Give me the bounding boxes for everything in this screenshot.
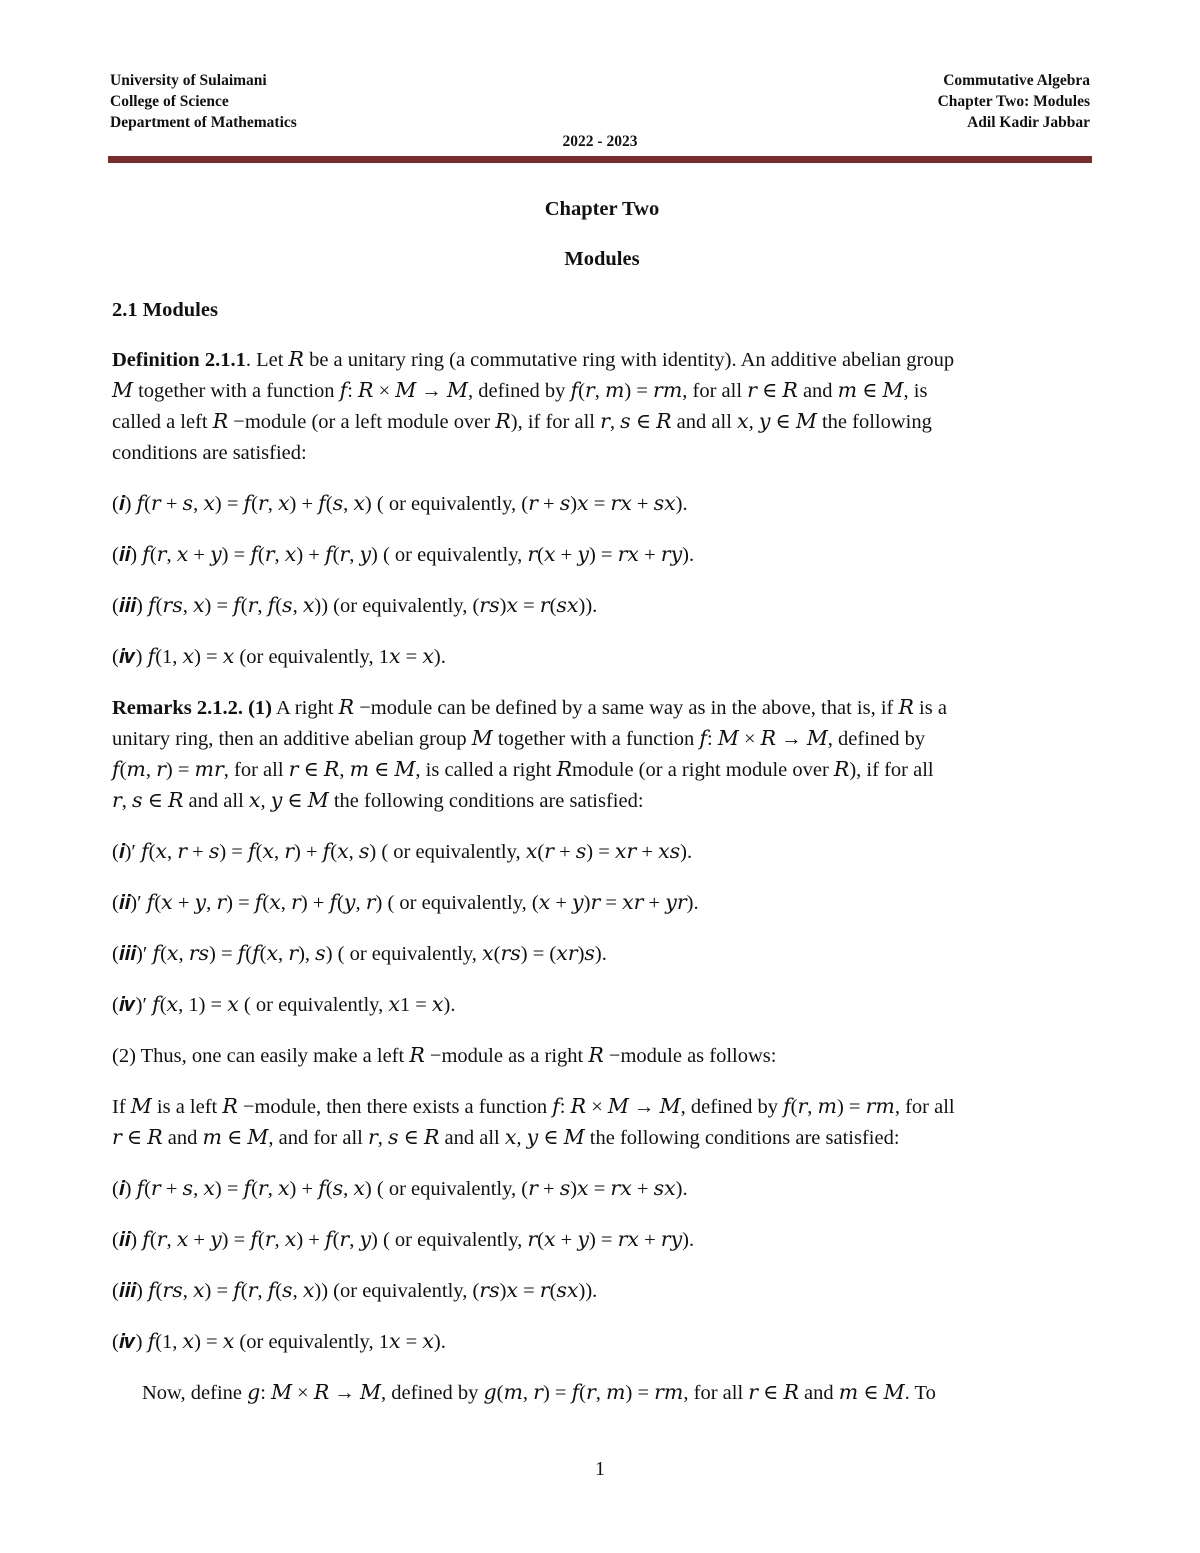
chapter-title: Chapter Two xyxy=(544,198,660,220)
remarks-line: unitary ring, then an additive abelian group 𝑀 together with a function 𝑓: 𝑀 × 𝑅 → 𝑀, defined by xyxy=(112,728,926,750)
if-line: If 𝑀 is a left 𝑅 −module, then there exists a function 𝑓: 𝑅 × 𝑀 → 𝑀, defined by 𝑓(𝑟, 𝑚) = 𝑟𝑚, for all xyxy=(112,1096,955,1118)
header-left xyxy=(110,70,297,133)
if-paragraph xyxy=(112,1092,1092,1154)
definition-line: conditions are satisfied: xyxy=(112,442,307,464)
remarks-label: Remarks 2.1.2 xyxy=(112,697,238,719)
definition-line: 𝑀 together with a function 𝑓: 𝑅 × 𝑀 → 𝑀, defined by 𝑓(𝑟, 𝑚) = 𝑟𝑚, for all 𝑟 ∈ 𝑅 and 𝑚 ∈ 𝑀, is xyxy=(112,380,928,402)
condition-i-repeat: (𝒊) 𝑓(𝑟 + 𝑠, 𝑥) = 𝑓(𝑟, 𝑥) + 𝑓(𝑠, 𝑥) ( or equivalently, (𝑟 + 𝑠)𝑥 = 𝑟𝑥 + 𝑠𝑥). xyxy=(112,1178,688,1200)
definition-block xyxy=(112,345,1092,469)
condition-iv: (𝒊𝒗) 𝑓(1, 𝑥) = 𝑥 (or equivalently, 1𝑥 = 𝑥). xyxy=(112,646,446,668)
header-course: Commutative Algebra xyxy=(943,72,1090,89)
remarks-item-1: (1) xyxy=(248,697,272,719)
condition-ii-prime: (𝒊𝒊)′ 𝑓(𝑥 + 𝑦, 𝑟) = 𝑓(𝑥, 𝑟) + 𝑓(𝑦, 𝑟) ( or equivalently, (𝑥 + 𝑦)𝑟 = 𝑥𝑟 + 𝑦𝑟). xyxy=(112,892,699,914)
condition-iii-repeat: (𝒊𝒊𝒊) 𝑓(𝑟𝑠, 𝑥) = 𝑓(𝑟, 𝑓(𝑠, 𝑥)) (or equivalently, (𝑟𝑠)𝑥 = 𝑟(𝑠𝑥)). xyxy=(112,1280,598,1302)
header-chapter: Chapter Two: Modules xyxy=(937,93,1090,110)
remarks-block xyxy=(112,693,1092,817)
header-year: 2022 - 2023 xyxy=(562,133,638,150)
header-divider xyxy=(108,156,1092,163)
remarks-line: 𝑟, 𝑠 ∈ 𝑅 and all 𝑥, 𝑦 ∈ 𝑀 the following conditions are satisfied: xyxy=(112,790,644,812)
condition-iv-prime: (𝒊𝒗)′ 𝑓(𝑥, 1) = 𝑥 ( or equivalently, 𝑥1 = 𝑥). xyxy=(112,994,456,1016)
definition-line xyxy=(112,345,1092,376)
remark-2: (2) Thus, one can easily make a left 𝑅 −module as a right 𝑅 −module as follows: xyxy=(112,1045,777,1067)
definition-text: . Let 𝑅 be a unitary ring (a commutative ring with identity). An additive abelian group xyxy=(245,349,955,371)
remarks-line: Remarks 2.1.2. (1) A right 𝑅 −module can be defined by a same way as in the above, that is, if 𝑅 is a xyxy=(112,697,947,719)
header-college: College of Science xyxy=(110,93,229,110)
condition-iii-prime: (𝒊𝒊𝒊)′ 𝑓(𝑥, 𝑟𝑠) = 𝑓(𝑓(𝑥, 𝑟), 𝑠) ( or equivalently, 𝑥(𝑟𝑠) = (𝑥𝑟)𝑠). xyxy=(112,943,607,965)
page-number: 1 xyxy=(595,1458,605,1480)
section-heading: 2.1 Modules xyxy=(112,299,218,321)
condition-i: (𝒊) 𝑓(𝑟 + 𝑠, 𝑥) = 𝑓(𝑟, 𝑥) + 𝑓(𝑠, 𝑥) ( or equivalently, (𝑟 + 𝑠)𝑥 = 𝑟𝑥 + 𝑠𝑥). xyxy=(112,493,688,515)
closing-line: Now, define 𝑔: 𝑀 × 𝑅 → 𝑀, defined by 𝑔(𝑚, 𝑟) = 𝑓(𝑟, 𝑚) = 𝑟𝑚, for all 𝑟 ∈ 𝑅 and 𝑚 ∈ 𝑀. To xyxy=(142,1382,936,1404)
definition-label: Definition 2.1.1 xyxy=(112,349,246,371)
header-department: Department of Mathematics xyxy=(110,114,297,131)
condition-iii: (𝒊𝒊𝒊) 𝑓(𝑟𝑠, 𝑥) = 𝑓(𝑟, 𝑓(𝑠, 𝑥)) (or equivalently, (𝑟𝑠)𝑥 = 𝑟(𝑠𝑥)). xyxy=(112,595,598,617)
chapter-subject: Modules xyxy=(564,248,640,270)
header-right xyxy=(938,70,1090,133)
header-university: University of Sulaimani xyxy=(110,72,267,89)
remarks-line: 𝑓(𝑚, 𝑟) = 𝑚𝑟, for all 𝑟 ∈ 𝑅, 𝑚 ∈ 𝑀, is called a right 𝑅module (or a right module over 𝑅), if for all xyxy=(112,759,934,781)
condition-ii: (𝒊𝒊) 𝑓(𝑟, 𝑥 + 𝑦) = 𝑓(𝑟, 𝑥) + 𝑓(𝑟, 𝑦) ( or equivalently, 𝑟(𝑥 + 𝑦) = 𝑟𝑥 + 𝑟𝑦). xyxy=(112,544,695,566)
if-line: 𝑟 ∈ 𝑅 and 𝑚 ∈ 𝑀, and for all 𝑟, 𝑠 ∈ 𝑅 and all 𝑥, 𝑦 ∈ 𝑀 the following conditions are satisfied: xyxy=(112,1127,900,1149)
definition-line: called a left 𝑅 −module (or a left module over 𝑅), if for all 𝑟, 𝑠 ∈ 𝑅 and all 𝑥, 𝑦 ∈ 𝑀 the following xyxy=(112,411,932,433)
condition-ii-repeat: (𝒊𝒊) 𝑓(𝑟, 𝑥 + 𝑦) = 𝑓(𝑟, 𝑥) + 𝑓(𝑟, 𝑦) ( or equivalently, 𝑟(𝑥 + 𝑦) = 𝑟𝑥 + 𝑟𝑦). xyxy=(112,1229,695,1251)
header-author: Adil Kadir Jabbar xyxy=(967,114,1090,131)
condition-i-prime: (𝒊)′ 𝑓(𝑥, 𝑟 + 𝑠) = 𝑓(𝑥, 𝑟) + 𝑓(𝑥, 𝑠) ( or equivalently, 𝑥(𝑟 + 𝑠) = 𝑥𝑟 + 𝑥𝑠). xyxy=(112,841,693,863)
condition-iv-repeat: (𝒊𝒗) 𝑓(1, 𝑥) = 𝑥 (or equivalently, 1𝑥 = 𝑥). xyxy=(112,1331,446,1353)
page-content xyxy=(112,190,1092,1409)
